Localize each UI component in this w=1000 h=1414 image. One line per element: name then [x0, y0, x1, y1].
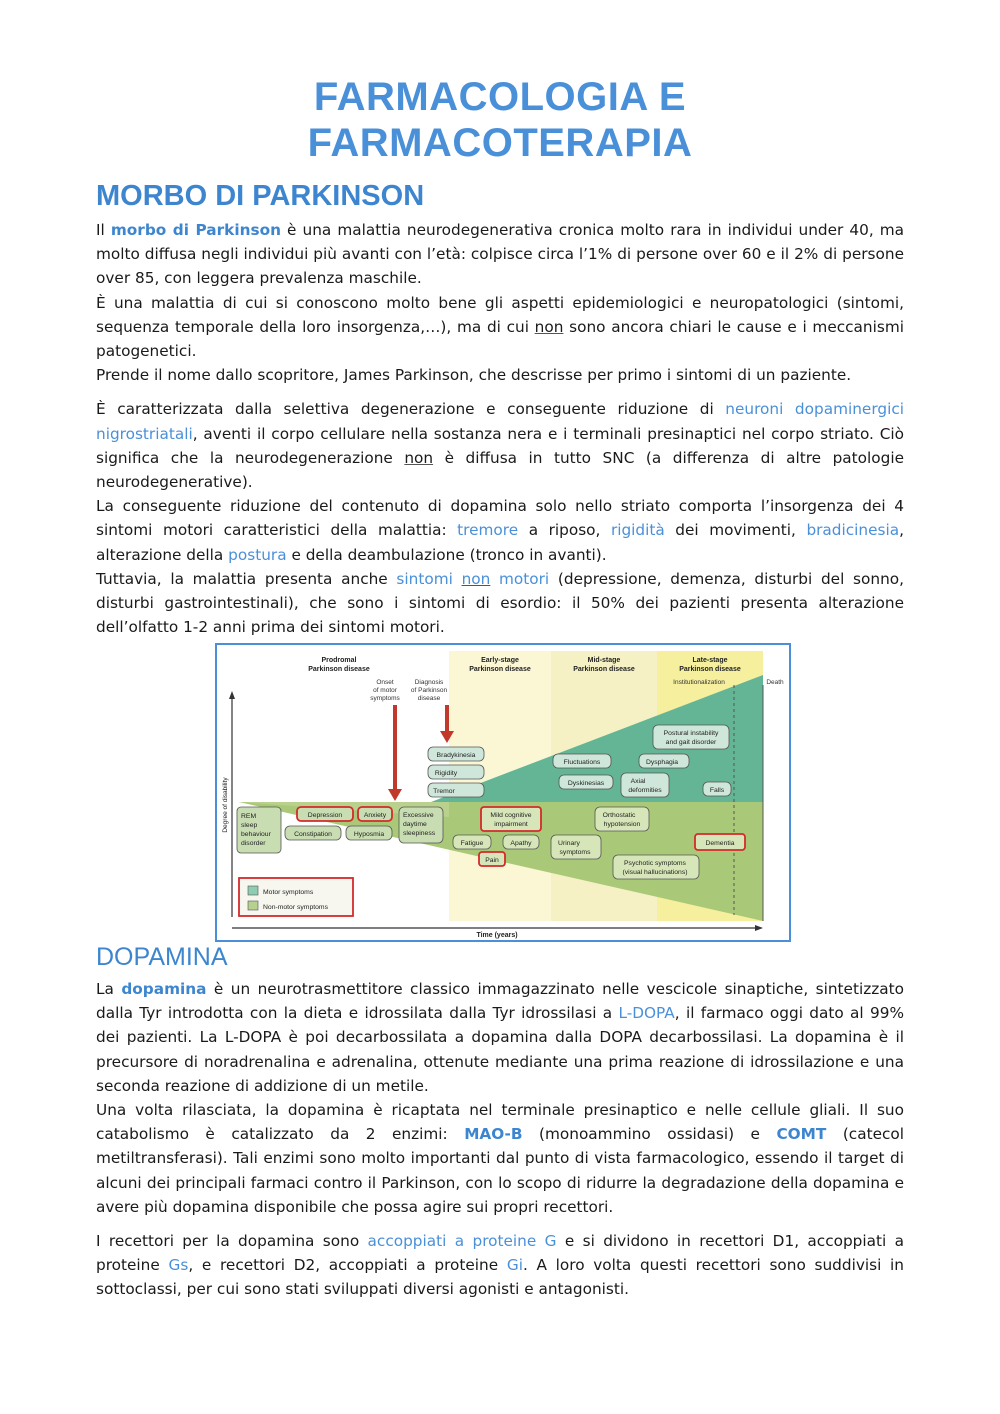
svg-text:Diagnosis: Diagnosis	[414, 679, 444, 686]
svg-text:Parkinson disease: Parkinson disease	[308, 666, 370, 673]
svg-text:Dementia: Dementia	[705, 840, 735, 847]
phase-label: Late-stage	[692, 657, 728, 664]
paragraph: È una malattia di cui si conoscono molto bene gli aspetti epidemiologici e neuropatologici (sintomi, sequenza temporale della loro insorgenza,…), ma di cui non sono ancora chiari le cause e i meccanismi patogenetici.	[96, 293, 904, 361]
paragraph: Tuttavia, la malattia presenta anche sintomi non motori (depressione, demenza, disturbi del sonno, disturbi gastrointestinali), che sono i sintomi di esordio: il 50% dei pazienti presenta alterazione dell’olfatto 1-2 anni prima dei sintomi motori.	[96, 569, 904, 637]
svg-text:hypotension: hypotension	[603, 821, 641, 828]
svg-text:Onset: Onset	[376, 679, 394, 686]
svg-text:daytime: daytime	[403, 821, 427, 828]
svg-text:(visual hallucinations): (visual hallucinations)	[622, 869, 688, 876]
x-axis-label: Time (years)	[476, 932, 518, 939]
svg-text:disease: disease	[417, 695, 441, 702]
legend-swatch-motor	[248, 886, 258, 895]
y-axis-label: Degree of disability	[222, 777, 229, 833]
title-line-1: FARMACOLOGIA E	[313, 75, 687, 119]
svg-text:Rigidity: Rigidity	[434, 770, 458, 777]
paragraph: Una volta rilasciata, la dopamina è ricaptata nel terminale presinaptico e nelle cellule gliali. Il suo catabolismo è catalizzato da 2 enzimi: MAO-B (monoammino ossidasi) e COMT (catecol metiltransferasi). Tali enzimi sono molto importanti dal punto di vista farmacologico, essendo il target di alcuni dei principali farmaci contro il Parkinson, con lo scopo di ridurre la degradazione della dopamina e avere più dopamina disponibile che possa agire sui propri recettori.	[96, 1101, 904, 1216]
svg-text:Depression: Depression	[307, 812, 343, 819]
svg-text:Dysphagia: Dysphagia	[645, 759, 679, 766]
svg-text:Parkinson disease: Parkinson disease	[679, 666, 741, 673]
parkinson-progression-figure	[215, 643, 791, 942]
svg-text:Postural instability: Postural instability	[663, 730, 719, 737]
phase-label: Prodromal	[321, 657, 357, 664]
highlight-term: MAO-B	[464, 1125, 523, 1144]
paragraph: Il morbo di Parkinson è una malattia neurodegenerativa cronica molto rara in individui under 40, ma molto diffusa negli individui più avanti con l’età: colpisce circa l’1% di persone over 60 e il 2% di persone over 85, con leggera prevalenza maschile.	[96, 221, 905, 288]
svg-text:Hyposmia: Hyposmia	[353, 831, 385, 838]
phase-label: Early-stage	[481, 657, 519, 664]
svg-text:impairment: impairment	[494, 821, 528, 828]
title-line-2: FARMACOTERAPIA	[307, 121, 693, 165]
svg-text:Psychotic symptoms: Psychotic symptoms	[624, 860, 686, 867]
paragraph: Prende il nome dallo scopritore, James Parkinson, che descrisse per primo i sintomi di un paziente.	[96, 366, 852, 385]
highlight-term: morbo di Parkinson	[110, 221, 281, 239]
svg-text:Dyskinesias: Dyskinesias	[567, 780, 605, 787]
svg-text:sleep: sleep	[241, 822, 258, 829]
legend-nonmotor-label: Non-motor symptoms	[263, 904, 328, 911]
svg-text:of Parkinson: of Parkinson	[410, 687, 448, 694]
section-parkinson-body	[96, 218, 904, 639]
section-dopamina-body	[96, 977, 904, 1302]
svg-text:Pain: Pain	[485, 857, 499, 864]
svg-text:Parkinson disease: Parkinson disease	[469, 666, 531, 673]
section-heading-parkinson: MORBO DI PARKINSON	[96, 180, 425, 212]
legend-swatch-nonmotor	[248, 901, 258, 910]
legend-motor-label: Motor symptoms	[263, 889, 314, 896]
section-heading-dopamina: DOPAMINA	[96, 943, 228, 971]
svg-text:Urinary: Urinary	[558, 840, 580, 847]
death-label: Death	[766, 679, 784, 686]
svg-text:of motor: of motor	[373, 687, 397, 694]
svg-text:deformities: deformities	[628, 787, 662, 794]
highlight-term: neuroni dopaminergici nigrostriatali	[96, 400, 904, 443]
paragraph: È caratterizzata dalla selettiva degenerazione e conseguente riduzione di neuroni dopaminergici nigrostriatali, aventi il corpo cellulare nella sostanza nera e i terminali presinaptici nel corpo striato. Ciò significa che la neurodegenerazione non è diffusa in tutto SNC (a differenza di altre patologie neurodegenerative).	[96, 400, 904, 492]
svg-text:Axial: Axial	[630, 778, 646, 785]
figure-svg	[217, 645, 789, 940]
svg-text:Excessive: Excessive	[403, 812, 434, 819]
institutionalization-label: Institutionalization	[673, 679, 725, 686]
paragraph: La dopamina è un neurotrasmettitore classico immagazzinato nelle vescicole sinaptiche, sintetizzato dalla Tyr introdotta con la dieta e idrossilata dalla Tyr idrossilasi a L-DOPA, il farmaco oggi dato al 99% dei pazienti. La L-DOPA è poi decarbossilata a dopamina dalla DOPA decarbossilasi. La dopamina è il precursore di noradrenalina e adrenalina, ottenute mediante una prima reazione di idrossilazione e una seconda reazione di addizione di un metile.	[96, 980, 904, 1095]
svg-text:Orthostatic: Orthostatic	[602, 812, 636, 819]
svg-text:symptoms: symptoms	[559, 849, 591, 856]
svg-text:Fluctuations: Fluctuations	[563, 759, 601, 766]
svg-text:behaviour: behaviour	[241, 831, 271, 838]
svg-text:symptoms: symptoms	[370, 695, 400, 702]
highlight-term: dopamina	[121, 980, 207, 998]
highlight-term: COMT	[776, 1125, 827, 1144]
svg-text:Fatigue: Fatigue	[460, 840, 484, 847]
paragraph: I recettori per la dopamina sono accoppiati a proteine G e si dividono in recettori D1, accoppiati a proteine Gs, e recettori D2, accoppiati a proteine Gi. A loro volta questi recettori sono suddivisi in sottoclassi, per cui sono stati sviluppati diversi agonisti e antagonisti.	[96, 1232, 904, 1299]
svg-text:Anxiety: Anxiety	[363, 812, 387, 819]
svg-text:REM: REM	[241, 813, 257, 820]
document-title	[0, 74, 1000, 166]
svg-text:sleepiness: sleepiness	[403, 830, 436, 837]
svg-text:Parkinson disease: Parkinson disease	[573, 666, 635, 673]
svg-text:disorder: disorder	[241, 840, 266, 847]
svg-text:Mild cognitive: Mild cognitive	[490, 812, 532, 819]
svg-text:Constipation: Constipation	[294, 831, 332, 838]
paragraph: La conseguente riduzione del contenuto di dopamina solo nello striato comporta l’insorgenza dei 4 sintomi motori caratteristici della malattia: tremore a riposo, rigidità dei movimenti, bradicinesia, alterazione della postura e della deambulazione (tronco in avanti).	[96, 497, 905, 564]
svg-text:and gait disorder: and gait disorder	[665, 739, 717, 746]
svg-text:Apathy: Apathy	[510, 840, 532, 847]
svg-text:Tremor: Tremor	[433, 788, 455, 795]
svg-text:Falls: Falls	[709, 787, 725, 794]
svg-text:Bradykinesia: Bradykinesia	[436, 752, 476, 759]
phase-label: Mid-stage	[587, 657, 621, 664]
